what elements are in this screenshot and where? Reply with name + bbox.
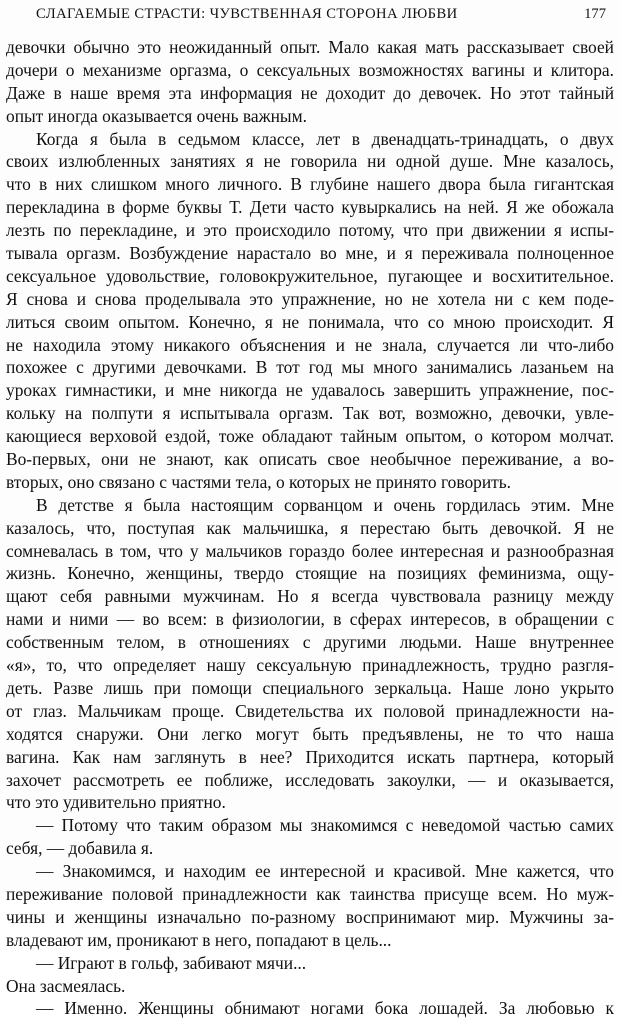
text-line: литься своим опытом. Конечно, я не понимала, что со мною происходит. Я bbox=[6, 311, 614, 332]
text-line: кающиеся верховой ездой, тоже обладают тайным опытом, о котором молчат. bbox=[6, 426, 614, 447]
text-line: тывала оргазм. Возбуждение нарастало во мне, и я переживала полноценное bbox=[6, 243, 614, 264]
text-line: собственным телом, в отношениях с другими людьми. Наше внутреннее bbox=[6, 632, 614, 653]
page-number: 177 bbox=[584, 6, 606, 22]
text-line: дочери о механизме оргазма, о сексуальных возможностях вагины и клитора. bbox=[6, 59, 614, 80]
text-line: вторых, оно связано с частями тела, о которых не принято говорить. bbox=[6, 471, 512, 492]
text-line: владевают им, проникают в него, попадают в цель... bbox=[6, 929, 392, 950]
text-line: захочет рассмотреть ее поближе, исследовать закоулки, — и оказывается, bbox=[6, 769, 614, 790]
text-line: «я», то, что определяет нашу сексуальную принадлежность, трудно разгля- bbox=[6, 655, 614, 676]
text-line: Даже в наше время эта информация не доходит до девочек. Но этот тайный bbox=[6, 82, 614, 103]
text-line: Она засмеялась. bbox=[6, 975, 126, 996]
text-line: нами и ними — во всем: в физиологии, в сферах интересов, в обращении с bbox=[6, 609, 614, 630]
text-line: уроках гимнастики, и мне никогда не удавалось завершить упражнение, пос- bbox=[6, 380, 614, 401]
text-line: что в них слишком много личного. В глубине нашего двора была гигантская bbox=[6, 174, 614, 195]
text-line: В детстве я была настоящим сорванцом и очень гордилась этим. Мне bbox=[36, 494, 614, 515]
text-line: лезть по перекладине, и это происходило потому, что при движении я испы- bbox=[6, 220, 614, 241]
text-line: Я снова и снова проделывала это упражнение, но не хотела ни с кем поде- bbox=[6, 288, 614, 309]
text-line: Во-первых, они не знают, как описать свое необычное переживание, а во- bbox=[6, 449, 614, 470]
text-line: перекладина в форме буквы Т. Дети часто кувыркались на ней. Я же обожала bbox=[6, 197, 614, 218]
text-line: вагина. Как нам заглянуть в нее? Приходится искать партнера, который bbox=[6, 746, 614, 767]
text-line: себя, — добавила я. bbox=[6, 838, 154, 859]
text-line: опыт иногда оказывается очень важным. bbox=[6, 105, 307, 126]
text-line: ходятся снаружи. Они легко могут быть предъявлены, не то что наша bbox=[6, 723, 614, 744]
text-line: Когда я была в седьмом классе, лет в двенадцать-тринадцать, о двух bbox=[36, 128, 614, 149]
text-line: похожее с другими девочками. В тот год мы много занимались лазаньем на bbox=[6, 357, 614, 378]
running-header bbox=[0, 6, 620, 28]
text-line: деть. Разве лишь при помощи специального зеркальца. Наше лоно укрыто bbox=[6, 677, 614, 698]
text-line: казалось, что, поступая как мальчишка, я перестаю быть девочкой. Я не bbox=[6, 517, 614, 538]
text-line: — Потому что таким образом мы знакомимся с неведомой частью самих bbox=[36, 815, 614, 836]
text-line: сомневалась в том, что у мальчиков гораздо более интересная и разнообразная bbox=[6, 540, 614, 561]
text-line: переживание половой принадлежности как таинства присуще всем. Но муж- bbox=[6, 883, 614, 904]
text-line: сексуальное удовольствие, головокружительное, пугающее и восхитительное. bbox=[6, 265, 614, 286]
text-line: от глаз. Мальчикам проще. Свидетельства их половой принадлежности на- bbox=[6, 700, 614, 721]
text-line: жизнь. Конечно, женщины, твердо стоящие на позициях феминизма, ощу- bbox=[6, 563, 614, 584]
text-line: чины и женщины изначально по-разному воспринимают мир. Мужчины за- bbox=[6, 906, 614, 927]
text-line: что это удивительно приятно. bbox=[6, 792, 226, 813]
text-line: — Играют в гольф, забивают мячи... bbox=[36, 952, 307, 973]
text-line: — Знакомимся, и находим ее интересной и красивой. Мне кажется, что bbox=[36, 861, 614, 882]
body-text bbox=[6, 36, 614, 1020]
text-line: своих излюбленных занятиях я не говорила ни одной душе. Мне казалось, bbox=[6, 151, 614, 172]
running-title: СЛАГАЕМЫЕ СТРАСТИ: ЧУВСТВЕННАЯ СТОРОНА ЛЮБВИ bbox=[36, 6, 458, 22]
text-line: — Именно. Женщины обнимают ногами бока лошадей. За любовью к bbox=[36, 998, 614, 1019]
text-line: не находила этому никакого объяснения и не знала, случается ли что-либо bbox=[6, 334, 614, 355]
text-line: девочки обычно это неожиданный опыт. Мало какая мать рассказывает своей bbox=[6, 37, 614, 57]
text-line: щают себя равными мужчинам. Но я всегда чувствовала разницу между bbox=[6, 586, 614, 607]
text-line: кольку на полпути я испытывала оргазм. Так вот, возможно, девочки, увле- bbox=[6, 403, 614, 424]
